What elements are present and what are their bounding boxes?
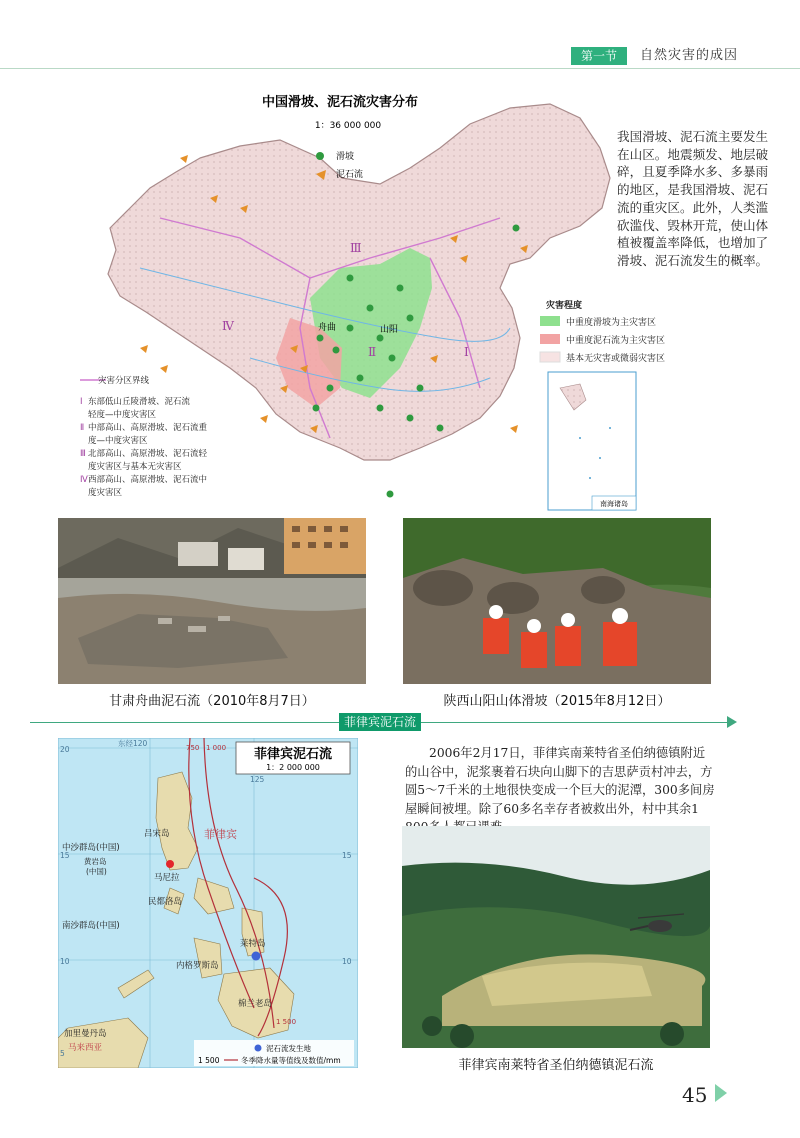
label-kalimantan: 加里曼丹岛 (64, 1029, 107, 1039)
svg-text:5: 5 (60, 1049, 65, 1058)
section-badge: 第一节 (571, 47, 627, 65)
map-scale: 1：36 000 000 (314, 121, 382, 131)
svg-text:Ⅰ: Ⅰ (80, 397, 83, 407)
label-malaysia: 马来西亚 (68, 1043, 103, 1053)
zone-mark-3: Ⅲ (350, 241, 362, 255)
svg-text:Ⅳ: Ⅳ (80, 475, 88, 485)
svg-text:10: 10 (342, 957, 352, 966)
svg-text:灾害程度: 灾害程度 (546, 301, 583, 311)
label-mindoro: 民都洛岛 (148, 897, 183, 907)
svg-text:泥石流: 泥石流 (336, 170, 364, 180)
svg-text:Ⅲ: Ⅲ (80, 449, 86, 459)
svg-text:Ⅱ: Ⅱ (80, 423, 85, 433)
legend-severity (540, 299, 665, 364)
svg-text:1 500: 1 500 (276, 1018, 297, 1026)
svg-text:基本无灾害或微弱灾害区: 基本无灾害或微弱灾害区 (566, 354, 666, 364)
svg-text:西部高山、高原滑坡、泥石流中: 西部高山、高原滑坡、泥石流中 (88, 475, 208, 485)
map-title: 中国滑坡、泥石流灾害分布 (261, 95, 419, 110)
svg-text:北部高山、高原滑坡、泥石流轻: 北部高山、高原滑坡、泥石流轻 (88, 449, 208, 459)
svg-text:度灾害区与基本无灾害区: 度灾害区与基本无灾害区 (88, 462, 182, 472)
header-divider (0, 68, 800, 69)
caption-zhouqu: 甘肃舟曲泥石流（2010年8月7日） (109, 694, 315, 709)
zone-mark-2: Ⅱ (368, 345, 377, 359)
svg-text:度灾害区: 度灾害区 (88, 488, 123, 498)
debris-flow-site-marker (252, 952, 261, 961)
svg-text:1 500: 1 500 (198, 1056, 220, 1065)
label-manila: 马尼拉 (154, 873, 180, 883)
label-zhouqu: 舟曲 (318, 323, 337, 333)
label-country: 菲律宾 (204, 828, 237, 841)
svg-text:15: 15 (342, 851, 352, 860)
photo-zhouqu-debris-flow (58, 518, 366, 684)
label-negros: 内格罗斯岛 (176, 961, 219, 971)
label-luzon: 吕宋岛 (144, 829, 170, 839)
svg-text:度—中度灾害区: 度—中度灾害区 (88, 436, 148, 446)
label-huangyan: 黄岩岛 (84, 857, 107, 866)
svg-text:中部高山、高原滑坡、泥石流重: 中部高山、高原滑坡、泥石流重 (88, 423, 208, 433)
legend-zones (80, 375, 208, 498)
philippines-paragraph: 2006年2月17日，菲律宾南莱特省圣伯纳德镇附近的山谷中，泥浆裹着石块向山脚下的吉思萨贡村冲去，方圆5～7千米的土地很快变成一个巨大的泥潭，300多间房屋瞬间被埋。除了60多名幸存者被救出外，村中其余1 (405, 746, 715, 816)
south-china-sea-inset (548, 372, 636, 510)
lon-label: 东经120 (118, 739, 148, 748)
label-zhongsha: 中沙群岛(中国) (62, 843, 120, 853)
philippines-legend (194, 1040, 354, 1066)
label-nansha: 南沙群岛(中国) (62, 921, 120, 931)
philippines-map-scale: 1：2 000 000 (266, 763, 320, 772)
svg-text:中重度滑坡为主灾害区: 中重度滑坡为主灾害区 (566, 318, 657, 328)
svg-text:滑坡: 滑坡 (336, 152, 355, 162)
svg-text:灾害分区界线: 灾害分区界线 (98, 376, 150, 386)
svg-text:750: 750 (186, 744, 200, 752)
page-arrow-icon (715, 1084, 727, 1102)
section-title: 自然灾害的成因 (640, 48, 739, 63)
svg-text:(中国): (中国) (86, 867, 107, 876)
svg-text:泥石流发生地: 泥石流发生地 (266, 1044, 311, 1053)
divider-arrow (727, 716, 737, 728)
label-leyte: 莱特岛 (240, 939, 266, 949)
svg-text:冬季降水量等值线及数值/mm: 冬季降水量等值线及数值/mm (241, 1056, 341, 1065)
china-hazard-map (80, 88, 690, 518)
caption-saint-bernard: 菲律宾南莱特省圣伯纳德镇泥石流 (458, 1058, 654, 1073)
photo-shanyang-landslide (403, 518, 711, 684)
svg-text:1 000: 1 000 (206, 744, 227, 752)
svg-text:10: 10 (60, 957, 70, 966)
lon-label-2: 125 (250, 775, 265, 784)
intro-paragraph: 我国滑坡、泥石流主要发生在山区。地震频发、地层破碎，且夏季降水多、多暴雨的地区，是我国滑坡、泥石流的重灾区。此外，人类滥砍滥伐、毁林开荒，使山体植被覆盖率降低，也增加了滑坡、泥石流发生的概率。 (617, 129, 769, 268)
page-number: 45 (682, 1083, 708, 1107)
svg-text:轻度—中度灾害区: 轻度—中度灾害区 (88, 410, 157, 420)
section-label: 菲律宾泥石流 (339, 713, 421, 731)
philippines-map (58, 738, 358, 1068)
zone-mark-1: Ⅰ (464, 345, 469, 359)
caption-shanyang: 陕西山阳山体滑坡（2015年8月12日） (443, 694, 671, 709)
label-shanyang: 山阳 (380, 325, 399, 335)
manila-marker (166, 860, 174, 868)
svg-text:中重度泥石流为主灾害区: 中重度泥石流为主灾害区 (566, 336, 666, 346)
svg-text:南海诸岛: 南海诸岛 (600, 500, 628, 508)
philippines-map-title: 菲律宾泥石流 (253, 747, 333, 762)
label-mindanao: 棉兰老岛 (238, 999, 273, 1009)
svg-text:东部低山丘陵滑坡、泥石流: 东部低山丘陵滑坡、泥石流 (88, 397, 191, 407)
svg-text:20: 20 (60, 745, 70, 754)
svg-text:15: 15 (60, 851, 70, 860)
photo-saint-bernard-debris-flow (402, 826, 710, 1048)
zone-mark-4: Ⅳ (222, 319, 234, 333)
